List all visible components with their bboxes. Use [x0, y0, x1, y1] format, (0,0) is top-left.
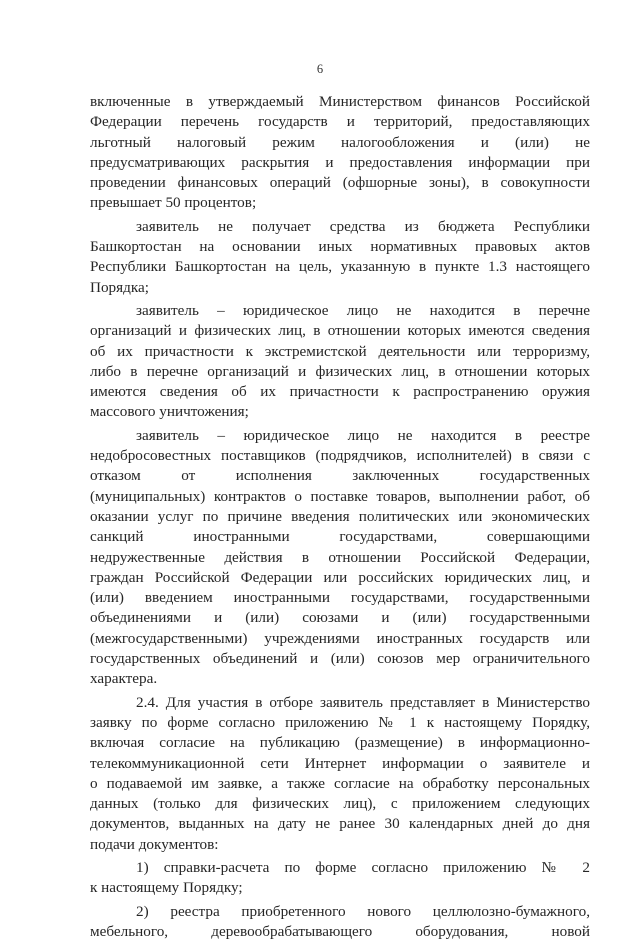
text-line: государственных объединений и (или) союзов мер ограничительного: [90, 650, 590, 668]
text-line: граждан Российской Федерации или российских юридических лиц, и: [90, 568, 590, 586]
text-line: заявитель не получает средства из бюджета Республики: [136, 217, 590, 235]
text-line: Порядка;: [90, 278, 149, 296]
paragraph: [90, 858, 590, 899]
paragraph: [90, 693, 590, 855]
text-line: массового уничтожения;: [90, 403, 249, 421]
text-line: либо в перечне организаций и физических лиц, в отношении которых: [90, 362, 590, 380]
text-line: характера.: [90, 670, 158, 688]
text-line: имеются сведения об их причастности к распространению оружия: [90, 383, 590, 401]
paragraph: [90, 92, 590, 214]
text-line: организаций и физических лиц, в отношении которых имеются сведения: [90, 322, 590, 340]
text-line: документов, выданных на дату не ранее 30 календарных дней до дня: [90, 815, 590, 833]
text-line: льготный налоговый режим налогообложения и (или) не: [90, 133, 590, 151]
paragraph: [90, 426, 590, 690]
text-line: телекоммуникационной сети Интернет информации о заявителе и: [90, 754, 590, 772]
text-line: включенные в утверждаемый Министерством финансов Российской: [90, 93, 590, 110]
text-line: объединениями и (или) союзами и (или) государственными: [90, 609, 590, 627]
text-line: о подаваемой им заявке, а также согласие на обработку персональных: [90, 774, 590, 792]
paragraph: [90, 902, 590, 942]
text-line: об их причастности к экстремистской деятельности или терроризму,: [90, 342, 590, 360]
text-line: недобросовестных поставщиков (подрядчиков, исполнителей) в связи с: [90, 447, 590, 465]
text-line: оказании услуг по причине введения политических или экономических: [90, 507, 590, 525]
text-line: Республики Башкортостан на цель, указанную в пункте 1.3 настоящего: [90, 258, 590, 276]
text-line: недружественные действия в отношении Российской Федерации,: [90, 548, 590, 566]
text-line: (муниципальных) контрактов о поставке товаров, выполнении работ, об: [90, 487, 590, 505]
text-line: (межгосударственными) учреждениями иностранных государств или: [90, 629, 590, 647]
text-line: к настоящему Порядку;: [90, 879, 243, 897]
paragraph: [90, 217, 590, 298]
text-line: заявитель – юридическое лицо не находится в реестре: [136, 426, 590, 444]
text-line: (или) введением иностранными государствами, государственными: [90, 589, 590, 607]
text-line: данных (только для физических лиц), с приложением следующих: [90, 795, 590, 813]
text-line: заявитель – юридическое лицо не находится в перечне: [136, 301, 590, 319]
text-line: санкций иностранными государствами, совершающими: [90, 528, 590, 546]
document-body: [90, 92, 590, 942]
paragraph: [90, 301, 590, 423]
text-line: 2) реестра приобретенного нового целлюлозно-бумажного,: [136, 902, 590, 920]
text-line: 1) справки-расчета по форме согласно приложению № 2: [136, 858, 590, 876]
page-number: 6: [316, 62, 324, 76]
text-line: превышает 50 процентов;: [90, 194, 257, 212]
text-line: Башкортостан на основании иных нормативных правовых актов: [90, 238, 590, 256]
text-line: мебельного, деревообрабатывающего оборудования, новой: [90, 922, 590, 940]
text-line: заявку по форме согласно приложению № 1 к настоящему Порядку,: [90, 713, 590, 731]
text-line: Федерации перечень государств и территорий, предоставляющих: [90, 113, 590, 131]
text-line: подачи документов:: [90, 835, 219, 853]
text-line: проведении финансовых операций (офшорные зоны), в совокупности: [90, 174, 590, 192]
text-line: 2.4. Для участия в отборе заявитель представляет в Министерство: [136, 693, 590, 711]
text-line: включая согласие на публикацию (размещение) в информационно-: [90, 734, 590, 752]
text-line: предусматривающих раскрытия и предоставления информации при: [90, 153, 590, 171]
text-line: отказом от исполнения заключенных государственных: [90, 467, 590, 485]
